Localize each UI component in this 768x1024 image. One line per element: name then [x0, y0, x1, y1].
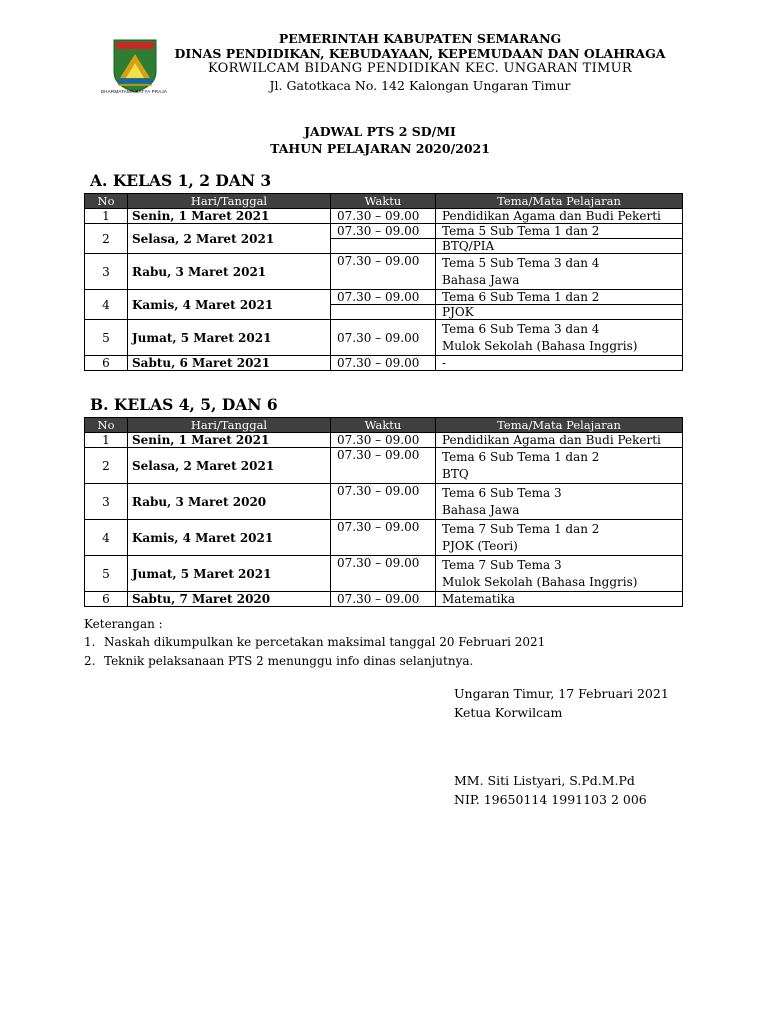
column-header-no: No	[85, 194, 128, 209]
row-subject: BTQ	[436, 466, 683, 484]
table-row	[85, 320, 683, 338]
document-subtitle: TAHUN PELAJARAN 2020/2021	[270, 141, 490, 156]
signature-place-date: Ungaran Timur, 17 Februari 2021	[454, 686, 669, 701]
agency-name: DINAS PENDIDIKAN, KEBUDAYAAN, KEPEMUDAAN DAN OLAHRAGA	[174, 46, 666, 61]
column-header-time: Waktu	[331, 418, 436, 433]
note-item	[84, 654, 473, 668]
table-row	[85, 290, 683, 305]
row-time: 07.30 – 09.00	[331, 556, 436, 592]
section-a-title: A. KELAS 1, 2 DAN 3	[90, 171, 272, 190]
table-row	[85, 484, 683, 502]
section-b-title: B. KELAS 4, 5, DAN 6	[90, 395, 278, 414]
column-header-no: No	[85, 418, 128, 433]
row-subject: Pendidikan Agama dan Budi Pekerti	[436, 433, 683, 448]
row-day: Sabtu, 7 Maret 2020	[128, 592, 331, 607]
row-time: 07.30 – 09.00	[331, 254, 436, 290]
note-number: 1.	[84, 635, 96, 649]
row-time: 07.30 – 09.00	[331, 433, 436, 448]
row-day: Sabtu, 6 Maret 2021	[128, 356, 331, 371]
row-time: 07.30 – 09.00	[331, 290, 436, 305]
row-subject: Bahasa Jawa	[436, 502, 683, 520]
row-day: Jumat, 5 Maret 2021	[128, 320, 331, 356]
schedule-table-a	[84, 193, 683, 371]
row-number: 1	[85, 433, 128, 448]
row-time: 07.30 – 09.00	[331, 484, 436, 520]
row-subject: Tema 7 Sub Tema 3	[436, 556, 683, 574]
row-subject: Tema 6 Sub Tema 3	[436, 484, 683, 502]
logo-caption: DHARMATAMA SATYA PRAJA	[100, 89, 168, 94]
table-header-row	[85, 418, 683, 433]
row-number: 1	[85, 209, 128, 224]
row-subject: PJOK	[436, 305, 683, 320]
row-subject: Bahasa Jawa	[436, 272, 683, 290]
row-subject: Tema 7 Sub Tema 1 dan 2	[436, 520, 683, 538]
row-number: 4	[85, 290, 128, 320]
row-subject: Mulok Sekolah (Bahasa Inggris)	[436, 338, 683, 356]
schedule-table-b	[84, 417, 683, 607]
row-subject: Pendidikan Agama dan Budi Pekerti	[436, 209, 683, 224]
row-day: Selasa, 2 Maret 2021	[128, 448, 331, 484]
row-subject: PJOK (Teori)	[436, 538, 683, 556]
row-number: 3	[85, 484, 128, 520]
row-number: 5	[85, 556, 128, 592]
row-subject: Tema 5 Sub Tema 1 dan 2	[436, 224, 683, 239]
table-row	[85, 356, 683, 371]
row-subject: -	[436, 356, 683, 371]
row-number: 6	[85, 356, 128, 371]
row-number: 2	[85, 448, 128, 484]
table-row	[85, 224, 683, 239]
row-day: Senin, 1 Maret 2021	[128, 433, 331, 448]
signature-role: Ketua Korwilcam	[454, 705, 563, 720]
row-day: Senin, 1 Maret 2021	[128, 209, 331, 224]
row-number: 2	[85, 224, 128, 254]
row-number: 6	[85, 592, 128, 607]
table-row	[85, 448, 683, 466]
row-subject: Mulok Sekolah (Bahasa Inggris)	[436, 574, 683, 592]
table-row	[85, 209, 683, 224]
notes-heading: Keterangan :	[84, 617, 163, 631]
office-address: Jl. Gatotkaca No. 142 Kalongan Ungaran Timur	[269, 78, 571, 93]
row-day: Rabu, 3 Maret 2021	[128, 254, 331, 290]
regency-coat-of-arms-icon	[104, 38, 166, 94]
row-time: 07.30 – 09.00	[331, 356, 436, 371]
note-text: Teknik pelaksanaan PTS 2 menunggu info dinas selanjutnya.	[104, 654, 474, 668]
row-day: Jumat, 5 Maret 2021	[128, 556, 331, 592]
column-header-day: Hari/Tanggal	[128, 194, 331, 209]
table-row	[85, 254, 683, 272]
row-subject: Tema 6 Sub Tema 1 dan 2	[436, 448, 683, 466]
row-time-empty	[331, 239, 436, 254]
government-name: PEMERINTAH KABUPATEN SEMARANG	[278, 31, 562, 46]
row-subject: Tema 5 Sub Tema 3 dan 4	[436, 254, 683, 272]
row-time-empty	[331, 305, 436, 320]
row-day: Kamis, 4 Maret 2021	[128, 290, 331, 320]
column-header-subject: Tema/Mata Pelajaran	[436, 418, 683, 433]
row-time: 07.30 – 09.00	[331, 320, 436, 356]
row-subject: BTQ/PIA	[436, 239, 683, 254]
row-number: 4	[85, 520, 128, 556]
row-time: 07.30 – 09.00	[331, 448, 436, 484]
note-number: 2.	[84, 654, 96, 668]
note-item	[84, 635, 545, 649]
row-subject: Matematika	[436, 592, 683, 607]
row-day: Selasa, 2 Maret 2021	[128, 224, 331, 254]
row-subject: Tema 6 Sub Tema 3 dan 4	[436, 320, 683, 338]
signatory-nip: NIP. 19650114 1991103 2 006	[454, 792, 647, 807]
note-text: Naskah dikumpulkan ke percetakan maksimal tanggal 20 Februari 2021	[104, 635, 546, 649]
table-row	[85, 433, 683, 448]
signatory-name: MM. Siti Listyari, S.Pd.M.Pd	[454, 773, 635, 788]
column-header-time: Waktu	[331, 194, 436, 209]
table-header-row	[85, 194, 683, 209]
office-name: KORWILCAM BIDANG PENDIDIKAN KEC. UNGARAN TIMUR	[207, 61, 633, 76]
column-header-day: Hari/Tanggal	[128, 418, 331, 433]
row-day: Rabu, 3 Maret 2020	[128, 484, 331, 520]
row-time: 07.30 – 09.00	[331, 592, 436, 607]
row-time: 07.30 – 09.00	[331, 209, 436, 224]
row-time: 07.30 – 09.00	[331, 224, 436, 239]
row-day: Kamis, 4 Maret 2021	[128, 520, 331, 556]
row-number: 5	[85, 320, 128, 356]
row-subject: Tema 6 Sub Tema 1 dan 2	[436, 290, 683, 305]
column-header-subject: Tema/Mata Pelajaran	[436, 194, 683, 209]
document-title: JADWAL PTS 2 SD/MI	[304, 124, 456, 139]
table-row	[85, 520, 683, 538]
row-number: 3	[85, 254, 128, 290]
table-row	[85, 556, 683, 574]
row-time: 07.30 – 09.00	[331, 520, 436, 556]
table-row	[85, 592, 683, 607]
